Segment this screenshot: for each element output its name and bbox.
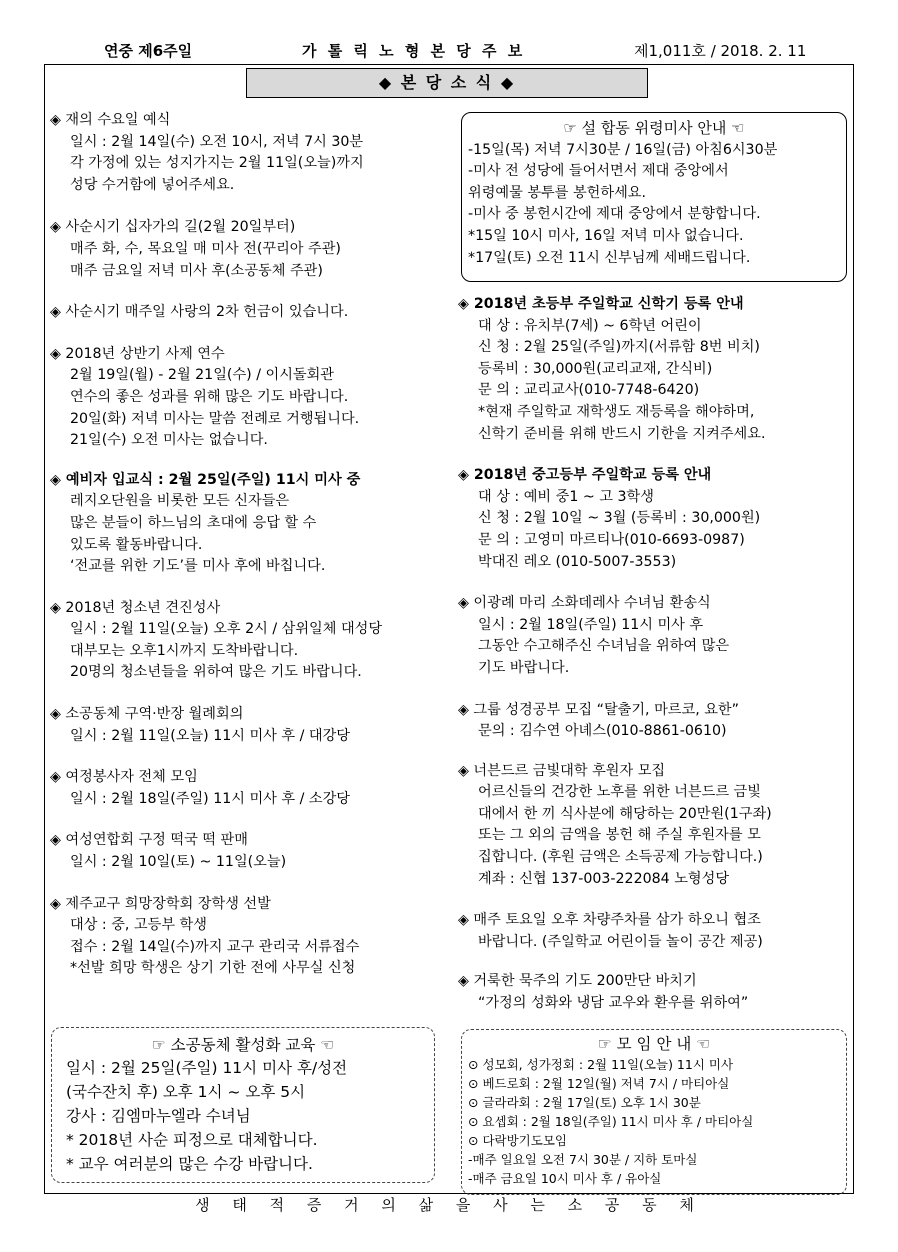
notice-line: 기도 바랍니다. [478,659,570,676]
notice-title: ◈ 2018년 청소년 견진성사 [50,599,221,616]
notice-title: ◈ 예비자 입교식 : 2월 25일(주일) 11시 미사 중 [50,471,361,488]
meetings-lines [462,1055,846,1188]
notice-title: ◈ 그룹 성경공부 모집 “탈출기, 마르코, 요한” [458,701,739,718]
notice-item [50,470,446,578]
box-line: ⊙ 글라라회 : 2월 17일(토) 오후 1시 30분 [468,1095,701,1110]
meetings-title: ☞ 모 임 안 내 ☜ [597,1035,711,1053]
notice-item [50,830,446,873]
notice-line: 일시 : 2월 10일(토) ~ 11일(오늘) [70,854,287,871]
box-line: ⊙ 다락방기도모임 [468,1133,567,1148]
notice-title: ◈ 너븐드르 금빛대학 후원자 모집 [458,762,666,779]
box-line: -15일(목) 저녁 7시30분 / 16일(금) 아침6시30분 [468,141,778,158]
notice-line: 대 상 : 예비 중1 ~ 고 3학생 [478,488,654,505]
box-line: *17일(토) 오전 11시 신부님께 세배드립니다. [468,249,751,266]
footer-motto: 생 태 적 증 거 의 삶 을 사 는 소 공 동 체 [195,1196,703,1214]
bulletin-title: 가 톨 릭 노 형 본 당 주 보 [302,42,526,60]
notice-line: ‘전교를 위한 기도’를 미사 후에 바칩니다. [70,558,326,575]
box-line: -매주 일요일 오전 7시 30분 / 지하 토마실 [468,1152,698,1167]
notice-line: 그동안 수고해주신 수녀님을 위하여 많은 [478,638,730,655]
notice-line: 매주 화, 수, 목요일 매 미사 전(꾸리아 주관) [70,240,341,257]
box-line: 일시 : 2월 25일(주일) 11시 미사 후/성전 [66,1059,348,1077]
left-column [50,110,446,980]
notice-item [50,217,446,282]
notice-line: 문 의 : 고영미 마르티나(010-6693-0987) [478,531,745,548]
notice-item [458,761,850,891]
memorial-mass-lines [462,140,846,270]
notice-line: 바랍니다. (주일학교 어린이들 놀이 공간 제공) [478,933,763,950]
box-line: * 교우 여러분의 많은 수강 바랍니다. [66,1155,313,1173]
section-banner: ◆ 본 당 소 식 ◆ [246,68,648,98]
box-line: *15일 10시 미사, 16일 저녁 미사 없습니다. [468,227,744,244]
notice-line: 일시 : 2월 18일(주일) 11시 미사 후 [478,616,704,633]
notice-line: 20명의 청소년들을 위하여 많은 기도 바랍니다. [70,664,362,681]
notice-item [458,593,850,679]
notice-item [50,704,446,747]
notice-line: 2월 19일(월) - 2월 21일(수) / 이시돌회관 [70,367,335,384]
meetings-box [461,1029,847,1195]
notice-title: ◈ 2018년 상반기 사제 연수 [50,345,225,362]
notice-line: 일시 : 2월 11일(오늘) 오후 2시 / 삼위일체 대성당 [70,621,383,638]
notice-title: ◈ 매주 토요일 오후 차량주차를 삼가 하오니 협조 [458,912,761,929]
notice-line: 매주 금요일 저녁 미사 후(소공동체 주관) [70,262,323,279]
week-label: 연중 제6주일 [104,42,193,60]
notice-line: *선발 희망 학생은 상기 기한 전에 사무실 신청 [70,960,356,977]
box-line: 강사 : 김엠마누엘라 수녀님 [66,1107,251,1125]
notice-line: 접수 : 2월 14일(수)까지 교구 관리국 서류접수 [70,938,360,955]
notice-item [50,598,446,684]
education-lines [52,1056,434,1176]
notice-title: ◈ 이광례 마리 소화데레사 수녀님 환송식 [458,595,711,612]
notice-title: ◈ 거룩한 묵주의 기도 200만단 바치기 [458,973,697,990]
notice-line: 21일(수) 오전 미사는 없습니다. [70,432,268,449]
notice-title: ◈ 재의 수요일 예식 [50,112,171,128]
notice-line: “가정의 성화와 냉담 교우와 환우를 위하여” [478,995,749,1012]
box-line: -미사 전 성당에 들어서면서 제대 중앙에서 [468,163,729,180]
issue-number: 제1,011호 / 2018. 2. 11 [634,42,807,60]
notice-item [50,767,446,810]
notice-item [50,110,446,196]
notice-line: 신학기 준비를 위해 반드시 기한을 지켜주세요. [478,425,766,442]
notice-line: 일시 : 2월 11일(오늘) 11시 미사 후 / 대강당 [70,727,351,744]
notice-line: 또는 그 외의 금액을 봉헌 해 주실 후원자를 모 [478,827,761,844]
notice-line: 대부모는 오후1시까지 도착바랍니다. [70,642,299,659]
notice-item [458,910,850,953]
notice-line: 각 가정에 있는 성지가지는 2월 11일(오늘)까지 [70,155,364,172]
notice-line: 대상 : 중, 고등부 학생 [70,917,207,934]
notice-line: 신 청 : 2월 25일(주일)까지(서류함 8번 비치) [478,339,760,356]
notice-title: ◈ 사순시기 십자가의 길(2월 20일부터) [50,219,296,236]
right-column [458,294,850,1015]
notice-title: ◈ 소공동체 구역·반장 월례회의 [50,706,244,723]
notice-line: 문 의 : 교리교사(010-7748-6420) [478,382,700,399]
notice-item [458,465,850,573]
notice-item [458,700,850,743]
notice-line: 있도록 활동바랍니다. [70,536,203,553]
notice-line: 집합니다. (후원 금액은 소득공제 가능합니다.) [478,849,763,866]
notice-item [50,344,446,452]
box-line: -미사 중 봉헌시간에 제대 중앙에서 분향합니다. [468,206,761,223]
notice-title: ◈ 2018년 초등부 주일학교 신학기 등록 안내 [458,296,744,312]
box-line: ⊙ 베드로회 : 2월 12일(월) 저녁 7시 / 마티아실 [468,1076,730,1091]
notice-item [458,294,850,445]
notice-line: 레지오단원을 비롯한 모든 신자들은 [70,493,290,510]
notice-line: 문의 : 김수연 아녜스(010-8861-0610) [478,723,727,740]
box-line: (국수잔치 후) 오후 1시 ~ 오후 5시 [66,1083,306,1101]
notice-title: ◈ 2018년 중고등부 주일학교 등록 안내 [458,467,712,484]
notice-title: ◈ 제주교구 희망장학회 장학생 선발 [50,895,271,912]
notice-line: 어르신들의 건강한 노후를 위한 너븐드르 금빛 [478,784,761,801]
notice-line: 성당 수거함에 넣어주세요. [70,176,235,193]
notice-line: 대에서 한 끼 식사분에 해당하는 20만원(1구좌) [478,805,772,822]
education-title: ☞ 소공동체 활성화 교육 ☜ [151,1036,335,1054]
box-line: ⊙ 요셉회 : 2월 18일(주일) 11시 미사 후 / 마티아실 [468,1114,754,1129]
box-line: * 2018년 사순 피정으로 대체합니다. [66,1131,318,1149]
notice-item [50,894,446,980]
memorial-mass-title: ☞ 설 합동 위령미사 안내 ☜ [563,119,745,137]
notice-title: ◈ 여성연합회 구정 떡국 떡 판매 [50,832,248,849]
box-line: 위령예물 봉투를 봉헌하세요. [468,184,646,201]
notice-line: 연수의 좋은 성과를 위해 많은 기도 바랍니다. [70,388,349,405]
notice-line: 20일(화) 저녁 미사는 말씀 전례로 거행됩니다. [70,410,360,427]
notice-title: ◈ 사순시기 매주일 사랑의 2차 헌금이 있습니다. [50,304,349,321]
community-education-box [51,1027,435,1183]
notice-item [458,971,850,1014]
memorial-mass-box [461,112,847,282]
notice-line: 대 상 : 유치부(7세) ~ 6학년 어린이 [478,317,702,334]
notice-line: 계좌 : 신협 137-003-222084 노형성당 [478,870,730,887]
notice-item [50,302,446,324]
notice-line: 등록비 : 30,000원(교리교재, 간식비) [478,360,713,377]
notice-line: 일시 : 2월 18일(주일) 11시 미사 후 / 소강당 [70,790,351,807]
notice-title: ◈ 여정봉사자 전체 모임 [50,769,198,786]
box-line: ⊙ 성모회, 성가정회 : 2월 11일(오늘) 11시 미사 [468,1057,734,1072]
notice-line: 박대진 레오 (010-5007-3553) [478,553,677,570]
notice-line: 신 청 : 2월 10일 ~ 3월 (등록비 : 30,000원) [478,510,761,527]
box-line: -매주 금요일 10시 미사 후 / 유아실 [468,1171,662,1186]
notice-line: 일시 : 2월 14일(수) 오전 10시, 저녁 7시 30분 [70,133,364,150]
notice-line: 많은 분들이 하느님의 초대에 응답 할 수 [70,514,317,531]
notice-line: *현재 주일학교 재학생도 재등록을 해야하며, [478,403,755,420]
